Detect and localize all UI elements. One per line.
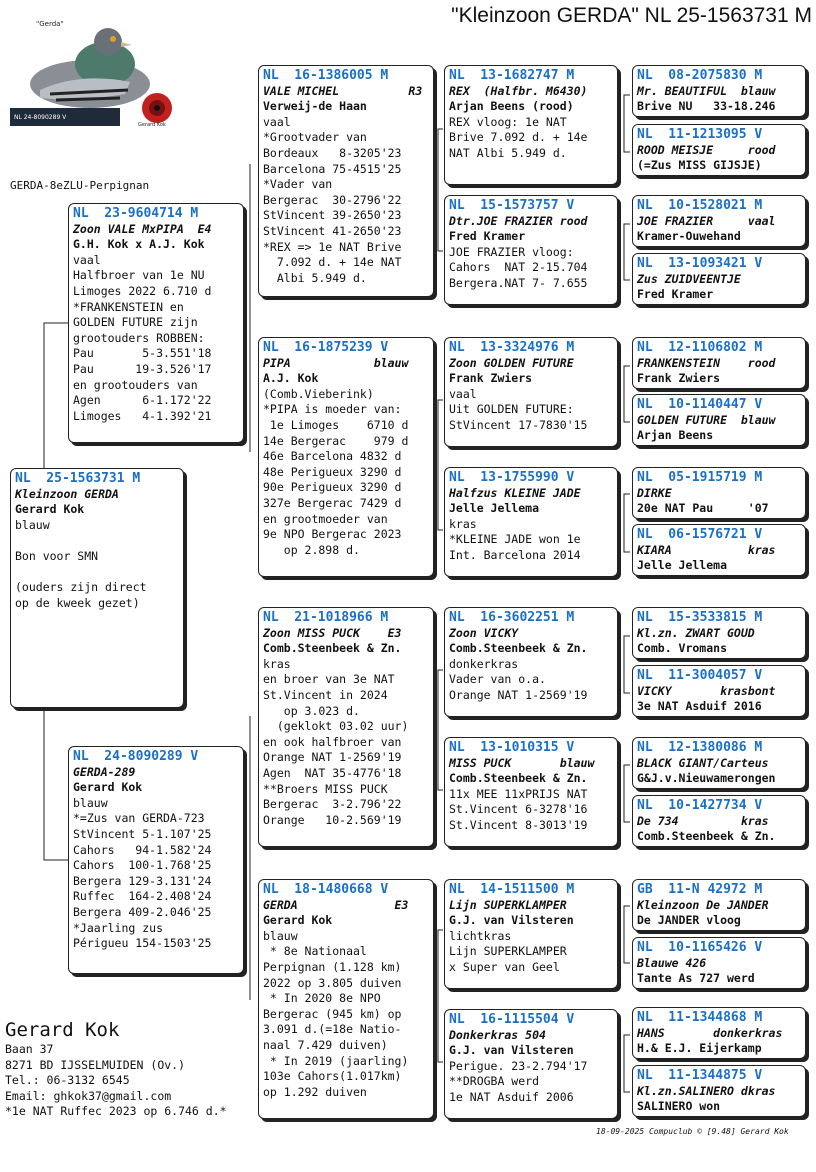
info-line: Pau 5-3.551'18 xyxy=(73,346,212,361)
pigeon-name: De 734 kras xyxy=(637,813,769,828)
ring-number: NL 11-3004057 V xyxy=(637,668,763,683)
great-grandparent-card xyxy=(444,65,618,185)
ring-number: NL 16-1875239 V xyxy=(263,340,389,355)
info-line: Cahors NAT 2-15.704 xyxy=(449,260,588,275)
info-line: Bergerac (945 km) op xyxy=(263,1006,402,1021)
info-line: Comb. Vromans xyxy=(637,641,728,656)
info-line: op 1.292 duiven xyxy=(263,1084,367,1099)
info-line: 103e Cahors(1.017km) xyxy=(263,1069,402,1084)
info-line: 7.092 d. + 14e NAT xyxy=(263,255,402,270)
owner-city: 8271 BD IJSSELMUIDEN (Ov.) xyxy=(5,1057,186,1072)
info-line: Orange NAT 1-2569'19 xyxy=(449,687,588,702)
info-line: Cahors 100-1.768'25 xyxy=(73,858,212,873)
paternal-grandmother-card xyxy=(258,337,434,577)
pigeon-name: Zoon MISS PUCK E3 xyxy=(263,625,402,640)
info-line: grootouders ROBBEN: xyxy=(73,330,205,345)
info-line: Fred Kramer xyxy=(637,287,714,302)
info-line: GOLDEN FUTURE zijn xyxy=(73,315,198,330)
ancestor-card xyxy=(632,665,806,717)
ring-number: NL 16-1115504 V xyxy=(449,1012,575,1027)
maternal-grandmother-card xyxy=(258,879,434,1119)
pigeon-name: Donkerkras 504 xyxy=(449,1027,546,1042)
info-line: Brive 7.092 d. + 14e xyxy=(449,130,588,145)
ring-number: NL 25-1563731 M xyxy=(15,471,141,486)
pigeon-name: Zoon VALE MxPIPA E4 xyxy=(73,221,212,236)
ring-number: NL 12-1106802 M xyxy=(637,340,763,355)
pigeon-name: Lijn SUPERKLAMPER xyxy=(449,897,567,912)
pigeon-name: FRANKENSTEIN rood xyxy=(637,355,776,370)
strain-label: GERDA-8eZLU-Perpignan xyxy=(10,179,150,192)
info-line: Perigue. 23-2.794'17 xyxy=(449,1058,588,1073)
pigeon-name: MISS PUCK blauw xyxy=(449,755,595,770)
pigeon-name: Zoon VICKY xyxy=(449,625,519,640)
info-line: Cahors 94-1.582'24 xyxy=(73,842,212,857)
pigeon-name: Kleinzoon GERDA xyxy=(15,486,119,501)
info-line: Halfbroer van 1e NU xyxy=(73,268,205,283)
info-line: (geklokt 03.02 uur) xyxy=(263,719,409,734)
info-line: StVincent 17-7830'15 xyxy=(449,417,588,432)
pigeon-name: Kl.zn.SALINERO dkras xyxy=(637,1083,776,1098)
info-line: kras xyxy=(449,516,477,531)
great-grandparent-card xyxy=(444,195,618,305)
info-line: blauw xyxy=(15,517,50,532)
pigeon-name: HANS donkerkras xyxy=(637,1025,783,1040)
great-grandparent-card xyxy=(444,467,618,577)
ancestor-card xyxy=(632,1065,806,1117)
info-line: Uit GOLDEN FUTURE: xyxy=(449,402,574,417)
owner-name: Gerard Kok xyxy=(5,1019,120,1041)
info-line: *KLEINE JADE won 1e xyxy=(449,532,581,547)
ancestor-card xyxy=(632,394,806,446)
pigeon-name: Kleinzoon De JANDER xyxy=(637,897,769,912)
info-line: en ook halfbroer van xyxy=(263,734,402,749)
info-line: De JANDER vloog xyxy=(637,913,741,928)
info-line: en broer van 3e NAT xyxy=(263,672,395,687)
info-line: Arjan Beens xyxy=(637,428,714,443)
info-line: Kramer-Ouwehand xyxy=(637,229,741,244)
info-line: blauw xyxy=(263,928,298,943)
ring-number: NL 13-1682747 M xyxy=(449,68,575,83)
pigeon-name: KIARA kras xyxy=(637,542,776,557)
breeder: Gerard Kok xyxy=(263,913,333,928)
ancestor-card xyxy=(632,253,806,305)
info-line: donkerkras xyxy=(449,656,519,671)
ring-number: NL 10-1528021 M xyxy=(637,198,763,213)
info-line: Lijn SUPERKLAMPER xyxy=(449,944,567,959)
info-line: *Grootvader van xyxy=(263,130,367,145)
breeder: Fred Kramer xyxy=(449,229,526,244)
breeder: Arjan Beens (rood) xyxy=(449,99,574,114)
ancestor-card xyxy=(632,65,806,117)
pigeon-name: VICKY krasbont xyxy=(637,683,776,698)
info-line: REX vloog: 1e NAT xyxy=(449,114,567,129)
info-line xyxy=(15,565,179,581)
info-line: *Jaarling zus xyxy=(73,920,164,935)
breeder: Frank Zwiers xyxy=(449,371,533,386)
info-line: Bergerac 3-2.796'22 xyxy=(263,797,402,812)
info-line: (Comb.Vieberink) xyxy=(263,386,374,401)
pigeon-name: GOLDEN FUTURE blauw xyxy=(637,412,776,427)
ancestor-card xyxy=(632,937,806,989)
ring-number: NL 16-1386005 M xyxy=(263,68,389,83)
pigeon-name: DIRKE xyxy=(637,485,672,500)
breeder: G.J. van Vilsteren xyxy=(449,913,574,928)
pigeon-name: REX (Halfbr. M6430) xyxy=(449,83,588,98)
pigeon-name: Kl.zn. ZWART GOUD xyxy=(637,625,755,640)
ancestor-card xyxy=(632,195,806,247)
ring-number: NL 05-1915719 M xyxy=(637,470,763,485)
pigeon-name: Dtr.JOE FRAZIER rood xyxy=(449,213,588,228)
info-line: StVincent 41-2650'23 xyxy=(263,223,402,238)
info-line: 327e Bergerac 7429 d xyxy=(263,495,402,510)
info-line: *PIPA is moeder van: xyxy=(263,402,402,417)
info-line: Perpignan (1.128 km) xyxy=(263,959,402,974)
info-line: Brive NU 33-18.246 xyxy=(637,99,776,114)
logo-left-label: NL 24-8090289 V xyxy=(14,114,67,121)
ring-number: NL 12-1380086 M xyxy=(637,740,763,755)
info-line: G&J.v.Nieuwamerongen xyxy=(637,771,776,786)
info-line: *REX => 1e NAT Brive xyxy=(263,239,402,254)
info-line: Bordeaux 8-3205'23 xyxy=(263,145,402,160)
info-line: * In 2019 (jaarling) xyxy=(263,1053,409,1068)
ring-number: NL 15-1573757 V xyxy=(449,198,575,213)
breeder: Jelle Jellema xyxy=(449,501,540,516)
breeder: Comb.Steenbeek & Zn. xyxy=(263,641,402,656)
breeder: Comb.Steenbeek & Zn. xyxy=(449,771,588,786)
ancestor-card xyxy=(632,124,806,176)
info-line: **DROGBA werd xyxy=(449,1074,540,1089)
info-line: Bon voor SMN xyxy=(15,548,99,563)
logo-right-label: Gerard Kok xyxy=(138,122,166,128)
info-line: Frank Zwiers xyxy=(637,371,721,386)
breeder: G.J. van Vilsteren xyxy=(449,1043,574,1058)
ring-number: NL 10-1140447 V xyxy=(637,397,763,412)
ring-number: NL 11-1344875 V xyxy=(637,1068,763,1083)
info-line: en grootmoeder van xyxy=(263,511,388,526)
ring-number: NL 10-1165426 V xyxy=(637,940,763,955)
info-line: Barcelona 75-4515'25 xyxy=(263,161,402,176)
info-line: op 3.023 d. xyxy=(263,703,360,718)
info-line: naal 7.429 duiven) xyxy=(263,1037,388,1052)
ancestor-card xyxy=(632,467,806,519)
ancestor-card xyxy=(632,879,806,931)
info-line: Vader van o.a. xyxy=(449,672,546,687)
ring-number: NL 11-1213095 V xyxy=(637,127,763,142)
ancestor-card xyxy=(632,737,806,789)
info-line: *=Zus van GERDA-723 xyxy=(73,811,205,826)
info-line: **Broers MISS PUCK xyxy=(263,781,388,796)
great-grandparent-card xyxy=(444,879,618,989)
ring-number: NL 10-1427734 V xyxy=(637,798,763,813)
info-line: JOE FRAZIER vloog: xyxy=(449,244,574,259)
info-line: Limoges 4-1.392'21 xyxy=(73,408,212,423)
info-line: Tante As 727 werd xyxy=(637,971,755,986)
info-line: Orange 10-2.569'19 xyxy=(263,812,402,827)
info-line: 90e Perigueux 3290 d xyxy=(263,480,402,495)
maternal-grandfather-card xyxy=(258,607,434,847)
ancestor-card xyxy=(632,337,806,389)
info-line: (=Zus MISS GIJSJE) xyxy=(637,158,762,173)
ring-number: NL 13-1010315 V xyxy=(449,740,575,755)
info-line: Ruffec 164-2.408'24 xyxy=(73,889,212,904)
ring-number: NL 16-3602251 M xyxy=(449,610,575,625)
info-line: SALINERO won xyxy=(637,1099,721,1114)
breeder: A.J. Kok xyxy=(263,371,319,386)
info-line: 3e NAT Asduif 2016 xyxy=(637,699,762,714)
breeder: G.H. Kok x A.J. Kok xyxy=(73,237,205,252)
ring-number: NL 13-1755990 V xyxy=(449,470,575,485)
great-grandparent-card xyxy=(444,737,618,847)
info-line: 1e Limoges 6710 d xyxy=(263,417,409,432)
info-line: Bergerac 30-2796'22 xyxy=(263,192,402,207)
page-title: "Kleinzoon GERDA" NL 25-1563731 M xyxy=(451,4,812,27)
info-line: Int. Barcelona 2014 xyxy=(449,547,581,562)
info-line: vaal xyxy=(263,114,291,129)
breeder: Gerard Kok xyxy=(15,502,85,517)
father-card xyxy=(68,203,244,443)
info-line: 14e Bergerac 979 d xyxy=(263,433,409,448)
paternal-grandfather-card xyxy=(258,65,434,297)
ring-number: GB 11-N 42972 M xyxy=(637,882,763,897)
ring-number: NL 24-8090289 V xyxy=(73,749,199,764)
pigeon-name: BLACK GIANT/Carteus xyxy=(637,755,769,770)
ring-number: NL 15-3533815 M xyxy=(637,610,763,625)
owner-phone: Tel.: 06-3132 6545 xyxy=(5,1073,130,1088)
subject-pigeon-card xyxy=(10,468,184,708)
info-line: vaal xyxy=(449,386,477,401)
ancestor-card xyxy=(632,607,806,659)
info-line: Agen NAT 35-4776'18 xyxy=(263,765,402,780)
info-line: Bergera 129-3.131'24 xyxy=(73,873,212,888)
info-line: Comb.Steenbeek & Zn. xyxy=(637,829,776,844)
great-grandparent-card xyxy=(444,607,618,717)
info-line: StVincent 39-2650'23 xyxy=(263,208,402,223)
great-grandparent-card xyxy=(444,1009,618,1119)
info-line: op 2.898 d. xyxy=(263,542,360,557)
info-line: St.Vincent 6-3278'16 xyxy=(449,802,588,817)
ring-number: NL 18-1480668 V xyxy=(263,882,389,897)
pigeon-name: PIPA blauw xyxy=(263,355,409,370)
ring-number: NL 11-1344868 M xyxy=(637,1010,763,1025)
pigeon-name: GERDA-289 xyxy=(73,764,136,779)
info-line xyxy=(15,533,179,549)
mother-card xyxy=(68,746,244,974)
info-line: lichtkras xyxy=(449,928,512,943)
breeder: Verweij-de Haan xyxy=(263,99,367,114)
info-line: Bergera 409-2.046'25 xyxy=(73,904,212,919)
info-line: Limoges 2022 6.710 d xyxy=(73,283,212,298)
info-line: Jelle Jellema xyxy=(637,558,728,573)
ring-number: NL 08-2075830 M xyxy=(637,68,763,83)
info-line: Pau 19-3.526'17 xyxy=(73,361,212,376)
owner-note: *1e NAT Ruffec 2023 op 6.746 d.* xyxy=(5,1104,227,1119)
info-line: * 8e Nationaal xyxy=(263,944,367,959)
ancestor-card xyxy=(632,795,806,847)
ring-number: NL 13-3324976 M xyxy=(449,340,575,355)
pigeon-name: Halfzus KLEINE JADE xyxy=(449,485,581,500)
info-line: Périgueu 154-1503'25 xyxy=(73,936,212,951)
owner-contact-block xyxy=(5,1018,227,1120)
info-line: StVincent 5-1.107'25 xyxy=(73,826,212,841)
pigeon-name: Blauwe 426 xyxy=(637,955,707,970)
ancestor-card xyxy=(632,524,806,576)
pigeon-name: Zoon GOLDEN FUTURE xyxy=(449,355,574,370)
info-line: 11x MEE 11xPRIJS NAT xyxy=(449,786,588,801)
info-line: op de kweek gezet) xyxy=(15,595,140,610)
breeder: Gerard Kok xyxy=(73,780,143,795)
ring-number: NL 13-1093421 V xyxy=(637,256,763,271)
ring-number: NL 06-1576721 V xyxy=(637,527,763,542)
pigeon-name: ROOD MEISJE rood xyxy=(637,142,776,157)
info-line: 20e NAT Pau '07 xyxy=(637,501,769,516)
info-line: *FRANKENSTEIN en xyxy=(73,299,184,314)
info-line: blauw xyxy=(73,795,108,810)
info-line: (ouders zijn direct xyxy=(15,580,147,595)
pigeon-name: GERDA E3 xyxy=(263,897,409,912)
info-line: 9e NPO Bergerac 2023 xyxy=(263,527,402,542)
info-line: 48e Perigueux 3290 d xyxy=(263,464,402,479)
logo-caption: "Gerda" xyxy=(36,20,64,28)
info-line: Bergera.NAT 7- 7.655 xyxy=(449,275,588,290)
info-line: St.Vincent 8-3013'19 xyxy=(449,817,588,832)
ring-number: NL 14-1511500 M xyxy=(449,882,575,897)
pigeon-name: JOE FRAZIER vaal xyxy=(637,213,776,228)
info-line: kras xyxy=(263,656,291,671)
info-line: vaal xyxy=(73,252,101,267)
info-line: Orange NAT 1-2569'19 xyxy=(263,750,402,765)
ancestor-card xyxy=(632,1007,806,1059)
footer-credit: 18-09-2025 Compuclub © [9.48] Gerard Kok xyxy=(596,1127,789,1136)
info-line: 2022 op 3.805 duiven xyxy=(263,975,402,990)
breeder: Comb.Steenbeek & Zn. xyxy=(449,641,588,656)
info-line: 1e NAT Asduif 2006 xyxy=(449,1089,574,1104)
info-line: Agen 6-1.172'22 xyxy=(73,393,212,408)
info-line: 3.091 d.(=18e Natio- xyxy=(263,1022,402,1037)
owner-street: Baan 37 xyxy=(5,1042,54,1056)
info-line: NAT Albi 5.949 d. xyxy=(449,145,567,160)
great-grandparent-card xyxy=(444,337,618,447)
pigeon-name: VALE MICHEL R3 xyxy=(263,83,423,98)
info-line: St.Vincent in 2024 xyxy=(263,687,388,702)
info-line: * In 2020 8e NPO xyxy=(263,991,381,1006)
info-line: en grootouders van xyxy=(73,377,198,392)
info-line: 46e Barcelona 4832 d xyxy=(263,449,402,464)
info-line: Albi 5.949 d. xyxy=(263,270,367,285)
ring-number: NL 23-9604714 M xyxy=(73,206,199,221)
info-line: x Super van Geel xyxy=(449,959,560,974)
info-line: *Vader van xyxy=(263,177,333,192)
owner-email: Email: ghkok37@gmail.com xyxy=(5,1088,172,1103)
ring-number: NL 21-1018966 M xyxy=(263,610,389,625)
pigeon-name: Mr. BEAUTIFUL blauw xyxy=(637,83,776,98)
info-line: H.& E.J. Eijerkamp xyxy=(637,1041,762,1056)
pigeon-name: Zus ZUIDVEENTJE xyxy=(637,271,741,286)
